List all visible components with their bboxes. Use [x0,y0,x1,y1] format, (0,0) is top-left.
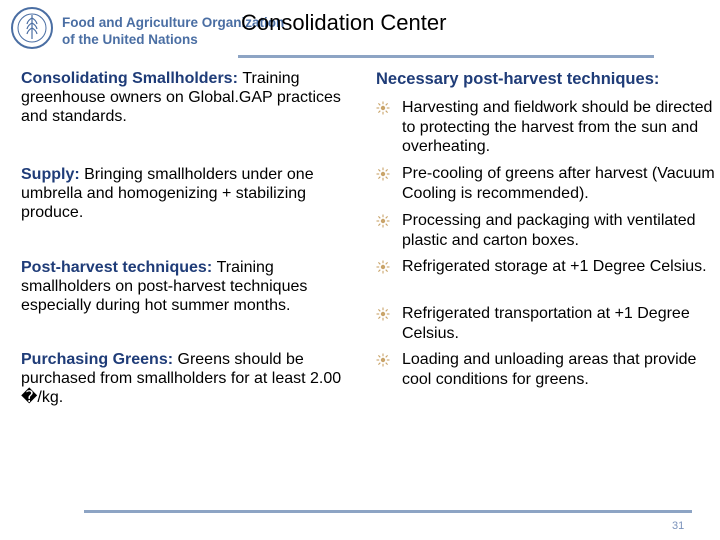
title-underline [238,55,654,58]
right-column [376,69,716,388]
paragraph-separator: : [74,166,85,183]
bullet-text: Refrigerated storage at +1 Degree Celsius. [402,258,707,275]
sun-bullet-icon [376,214,390,228]
paragraph-text: Training smallholders on post-harvest techniques especially during hot summer months. [21,259,308,314]
organization-name-line1: Food and Agriculture Organization [62,15,285,30]
organization-name-line2: of the United Nations [62,32,198,47]
footer-rule [84,510,692,513]
page-number: 31 [672,520,685,532]
paragraph-term: Purchasing Greens [21,351,168,368]
paragraph-text: Training greenhouse owners on Global.GAP practices and standards. [21,70,341,125]
sun-bullet-icon [376,101,390,115]
fao-logo [10,6,54,50]
paragraph-separator: : [167,351,178,368]
paragraph-separator: : [232,70,243,87]
paragraph-term: Post-harvest techniques [21,259,207,276]
paragraph-text: Greens should be purchased from smallholders for at least 2.00 �/kg. [21,351,342,406]
bullet-text: Pre-cooling of greens after harvest (Vacuum Cooling is recommended). [402,165,715,202]
paragraph-term: Supply [21,166,75,183]
right-heading: Necessary post-harvest techniques: [376,70,660,88]
paragraph-separator: : [206,259,217,276]
slide-title: Consolidation Center [241,10,447,35]
sun-bullet-icon [376,353,390,367]
paragraph-post-harvest-techniques [21,258,356,315]
paragraph-consolidating-smallholders [21,69,356,126]
paragraph-text: Bringing smallholders under one umbrella and homogenizing + stabilizing produce. [21,166,314,221]
bullet-text: Processing and packaging with ventilated plastic and carton boxes. [402,212,696,249]
bullet-text: Harvesting and fieldwork should be directed to protecting the harvest from the sun and overheating. [402,99,713,155]
paragraph-term: Consolidating Smallholders [21,70,233,87]
paragraph-supply [21,165,356,222]
sun-bullet-icon [376,167,390,181]
bullet-text: Refrigerated transportation at +1 Degree Celsius. [402,305,690,342]
sun-bullet-icon [376,260,390,274]
bullet-text: Loading and unloading areas that provide cool conditions for greens. [402,351,697,388]
sun-bullet-icon [376,307,390,321]
paragraph-purchasing-greens [21,350,356,407]
